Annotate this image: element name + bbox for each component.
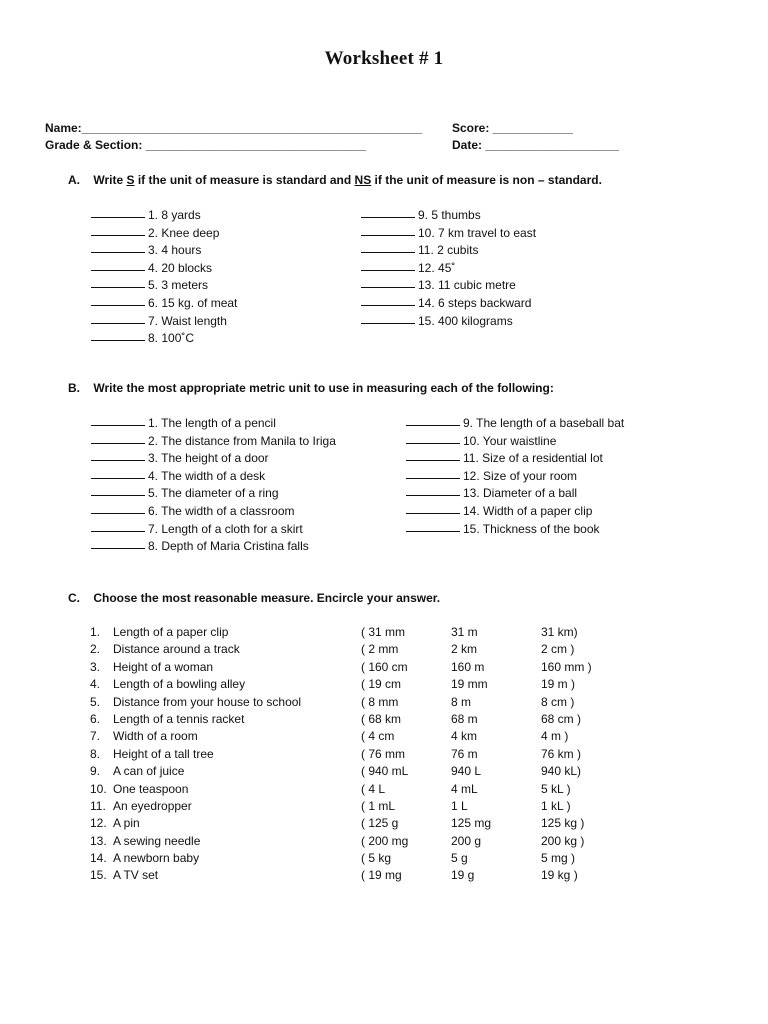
answer-blank[interactable] (361, 241, 415, 253)
choice-b[interactable]: 1 L (451, 798, 468, 813)
item-text: 12. 45˚ (418, 260, 456, 275)
list-item[interactable] (406, 502, 624, 520)
choice-c[interactable]: 31 km) (541, 625, 578, 639)
date-field[interactable]: Date: ____________________ (452, 138, 619, 152)
answer-blank[interactable] (91, 502, 145, 514)
list-item[interactable] (406, 449, 624, 467)
item-text: 9. 5 thumbs (418, 208, 481, 222)
item-text: 15. Thickness of the book (463, 521, 600, 536)
choice-c[interactable]: 125 kg ) (541, 816, 585, 831)
table-row (90, 694, 610, 711)
list-item[interactable] (406, 432, 624, 450)
section-a-text-1: Write (93, 173, 127, 187)
list-item[interactable] (91, 432, 336, 450)
row-number: 5. (90, 694, 101, 709)
section-b-left-column (91, 414, 336, 555)
list-item[interactable] (91, 484, 336, 502)
choice-a[interactable]: ( 19 cm (361, 677, 402, 692)
list-item[interactable] (91, 259, 237, 277)
item-text: 3. The height of a door (148, 451, 269, 466)
item-text: 2. The distance from Manila to Iriga (148, 433, 336, 448)
row-item: Distance around a track (113, 642, 240, 657)
item-text: 2. Knee deep (148, 225, 220, 240)
choice-b[interactable]: 4 km (451, 729, 478, 744)
grade-section-field[interactable]: Grade & Section: _________________________________ (45, 138, 366, 152)
choice-a[interactable]: ( 68 km (361, 711, 402, 726)
row-item: A TV set (113, 868, 159, 883)
section-a-standard-abbr: S (126, 173, 135, 187)
choice-c[interactable]: 940 kL) (541, 764, 582, 779)
choice-a[interactable]: ( 31 mm (361, 625, 406, 639)
choice-c[interactable]: 2 cm ) (541, 642, 575, 657)
answer-blank[interactable] (361, 276, 415, 288)
item-text: 6. 15 kg. of meat (148, 295, 238, 310)
section-c-text: Choose the most reasonable measure. Encircle your answer. (93, 591, 441, 605)
section-a-text-2: if the unit of measure is standard and (134, 173, 355, 187)
answer-blank[interactable] (91, 449, 145, 461)
choice-b[interactable]: 31 m (451, 625, 478, 639)
item-text: 9. The length of a baseball bat (463, 416, 625, 430)
row-number: 1. (90, 625, 101, 639)
choice-c[interactable]: 19 m ) (541, 677, 576, 692)
item-text: 1. 8 yards (148, 208, 201, 222)
section-a-text-3: if the unit of measure is non – standard. (371, 173, 602, 187)
answer-blank[interactable] (406, 467, 460, 479)
answer-blank[interactable] (91, 414, 145, 426)
row-item: An eyedropper (113, 798, 192, 813)
choice-b[interactable]: 19 g (451, 868, 475, 883)
list-item[interactable] (91, 294, 237, 312)
section-a-right-column (361, 206, 536, 329)
section-b-instruction (68, 381, 554, 395)
table-row (90, 624, 610, 641)
row-item: A newborn baby (113, 851, 200, 866)
section-a-nonstandard-abbr: NS (354, 173, 372, 187)
row-number: 2. (90, 642, 101, 657)
page-title: Worksheet # 1 (324, 48, 444, 69)
row-number: 7. (90, 729, 101, 744)
table-row (90, 781, 610, 798)
list-item[interactable] (91, 449, 336, 467)
item-text: 13. Diameter of a ball (463, 486, 578, 501)
answer-blank[interactable] (91, 259, 145, 271)
item-text: 5. The diameter of a ring (148, 486, 279, 501)
choice-a[interactable]: ( 76 mm (361, 746, 406, 761)
row-item: Length of a tennis racket (113, 711, 245, 726)
section-a-instruction (68, 173, 602, 187)
choice-a[interactable]: ( 125 g (361, 816, 399, 831)
list-item[interactable] (91, 520, 336, 538)
table-row (90, 763, 610, 780)
list-item[interactable] (91, 276, 237, 294)
list-item[interactable] (91, 414, 336, 432)
score-field[interactable]: Score: ____________ (452, 121, 573, 135)
section-b-text: Write the most appropriate metric unit to use in measuring each of the following: (93, 381, 554, 395)
row-number: 12. (90, 816, 107, 831)
table-row (90, 676, 610, 693)
table-row (90, 728, 610, 745)
list-item[interactable] (91, 329, 237, 347)
choice-c[interactable]: 160 mm ) (541, 659, 592, 674)
answer-blank[interactable] (361, 259, 415, 271)
item-text: 11. Size of a residential lot (463, 451, 603, 466)
answer-blank[interactable] (91, 520, 145, 532)
list-item[interactable] (406, 467, 624, 485)
choice-b[interactable]: 940 L (451, 764, 482, 779)
answer-blank[interactable] (91, 484, 145, 496)
answer-blank[interactable] (361, 312, 415, 324)
choice-c[interactable]: 68 cm ) (541, 711, 582, 726)
list-item[interactable] (361, 276, 536, 294)
section-b-right-column (406, 414, 624, 537)
answer-blank[interactable] (91, 537, 145, 549)
choice-a[interactable]: ( 160 cm (361, 659, 408, 674)
answer-blank[interactable] (91, 432, 145, 444)
choice-a[interactable]: ( 19 mg (361, 868, 402, 883)
table-row (90, 746, 610, 763)
row-item: Height of a woman (113, 659, 214, 674)
item-text: 3. 4 hours (148, 243, 202, 258)
answer-blank[interactable] (91, 276, 145, 288)
choice-b[interactable]: 68 m (451, 711, 478, 726)
row-item: Height of a tall tree (113, 746, 214, 761)
list-item[interactable] (361, 224, 536, 242)
answer-blank[interactable] (91, 312, 145, 324)
section-a-letter: A. (68, 173, 80, 187)
choice-b[interactable]: 5 g (451, 851, 468, 866)
choice-a[interactable]: ( 2 mm (361, 642, 399, 657)
list-item[interactable] (361, 259, 536, 277)
choice-c[interactable]: 200 kg ) (541, 833, 585, 848)
answer-blank[interactable] (406, 449, 460, 461)
row-number: 6. (90, 711, 101, 726)
answer-blank[interactable] (361, 206, 415, 218)
table-row (90, 815, 610, 832)
row-number: 10. (90, 781, 107, 796)
item-text: 14. Width of a paper clip (463, 503, 593, 518)
choice-b[interactable]: 125 mg (451, 816, 492, 831)
choice-a[interactable]: ( 5 kg (361, 851, 392, 866)
list-item[interactable] (406, 484, 624, 502)
answer-blank[interactable] (91, 294, 145, 306)
choice-c[interactable]: 5 kL ) (541, 781, 571, 796)
list-item[interactable] (91, 467, 336, 485)
choice-b[interactable]: 19 mm (451, 677, 488, 692)
row-number: 3. (90, 659, 101, 674)
row-item: A pin (113, 816, 140, 831)
choice-b[interactable]: 8 m (451, 694, 472, 709)
row-number: 15. (90, 868, 107, 883)
choice-a[interactable]: ( 1 mL (361, 798, 396, 813)
section-a-left-column (91, 206, 237, 347)
item-text: 10. 7 km travel to east (418, 225, 537, 240)
list-item[interactable] (91, 312, 237, 330)
answer-blank[interactable] (406, 414, 460, 426)
choice-c[interactable]: 4 m ) (541, 729, 569, 744)
row-item: A can of juice (113, 764, 185, 779)
choice-c[interactable]: 19 kg ) (541, 868, 578, 883)
section-c-instruction (68, 591, 440, 605)
choice-a[interactable]: ( 4 L (361, 781, 386, 796)
row-item: Length of a paper clip (113, 625, 229, 639)
choice-b[interactable]: 200 g (451, 833, 482, 848)
list-item[interactable] (361, 241, 536, 259)
table-row (90, 711, 610, 728)
choice-a[interactable]: ( 8 mm (361, 694, 399, 709)
item-text: 14. 6 steps backward (418, 295, 532, 310)
table-row (90, 641, 610, 658)
row-number: 14. (90, 851, 107, 866)
table-row (90, 659, 610, 676)
item-text: 4. The width of a desk (148, 468, 266, 483)
choice-b[interactable]: 160 m (451, 659, 485, 674)
item-text: 8. Depth of Maria Cristina falls (148, 539, 309, 554)
list-item[interactable] (361, 294, 536, 312)
row-item: Distance from your house to school (113, 694, 302, 709)
row-number: 11. (90, 798, 106, 813)
item-text: 5. 3 meters (148, 278, 209, 293)
item-text: 6. The width of a classroom (148, 503, 295, 518)
answer-blank[interactable] (91, 206, 145, 218)
item-text: 4. 20 blocks (148, 260, 213, 275)
choice-b[interactable]: 2 km (451, 642, 478, 657)
section-c-table (90, 624, 610, 885)
list-item[interactable] (91, 537, 336, 555)
choice-c[interactable]: 8 cm ) (541, 694, 575, 709)
item-text: 7. Waist length (148, 313, 227, 328)
list-item[interactable] (406, 414, 624, 432)
list-item[interactable] (361, 206, 536, 224)
item-text: 11. 2 cubits (418, 243, 479, 258)
answer-blank[interactable] (406, 432, 460, 444)
table-row (90, 833, 610, 850)
choice-a[interactable]: ( 200 mg (361, 833, 409, 848)
answer-blank[interactable] (406, 484, 460, 496)
choice-a[interactable]: ( 4 cm (361, 729, 395, 744)
answer-blank[interactable] (91, 224, 145, 236)
list-item[interactable] (91, 224, 237, 242)
row-item: One teaspoon (113, 781, 189, 796)
item-text: 8. 100˚C (148, 331, 195, 346)
choice-b[interactable]: 76 m (451, 746, 478, 761)
answer-blank[interactable] (406, 520, 460, 532)
answer-blank[interactable] (91, 467, 145, 479)
list-item[interactable] (406, 520, 624, 538)
row-number: 8. (90, 746, 101, 761)
choice-b[interactable]: 4 mL (451, 781, 478, 796)
answer-blank[interactable] (361, 294, 415, 306)
table-row (90, 867, 610, 884)
name-field[interactable]: Name:___________________________________________________ (45, 121, 423, 135)
item-text: 7. Length of a cloth for a skirt (148, 521, 303, 536)
list-item[interactable] (361, 312, 536, 330)
row-item: Width of a room (113, 729, 198, 744)
row-item: A sewing needle (113, 833, 201, 848)
choice-c[interactable]: 5 mg ) (541, 851, 576, 866)
table-row (90, 850, 610, 867)
choice-a[interactable]: ( 940 mL (361, 764, 409, 779)
choice-c[interactable]: 1 kL ) (541, 798, 571, 813)
item-text: 1. The length of a pencil (148, 416, 276, 430)
answer-blank[interactable] (406, 502, 460, 514)
item-text: 12. Size of your room (463, 468, 578, 483)
section-c-letter: C. (68, 591, 80, 605)
list-item[interactable] (91, 502, 336, 520)
choice-c[interactable]: 76 km ) (541, 746, 582, 761)
row-number: 9. (90, 764, 101, 779)
table-row (90, 798, 610, 815)
row-number: 4. (90, 677, 101, 692)
list-item[interactable] (91, 241, 237, 259)
section-b-letter: B. (68, 381, 80, 395)
list-item[interactable] (91, 206, 237, 224)
answer-blank[interactable] (361, 224, 415, 236)
row-item: Length of a bowling alley (113, 677, 246, 692)
item-text: 10. Your waistline (463, 433, 557, 448)
answer-blank[interactable] (91, 241, 145, 253)
row-number: 13. (90, 833, 107, 848)
answer-blank[interactable] (91, 329, 145, 341)
item-text: 13. 11 cubic metre (418, 278, 516, 293)
item-text: 15. 400 kilograms (418, 313, 513, 328)
